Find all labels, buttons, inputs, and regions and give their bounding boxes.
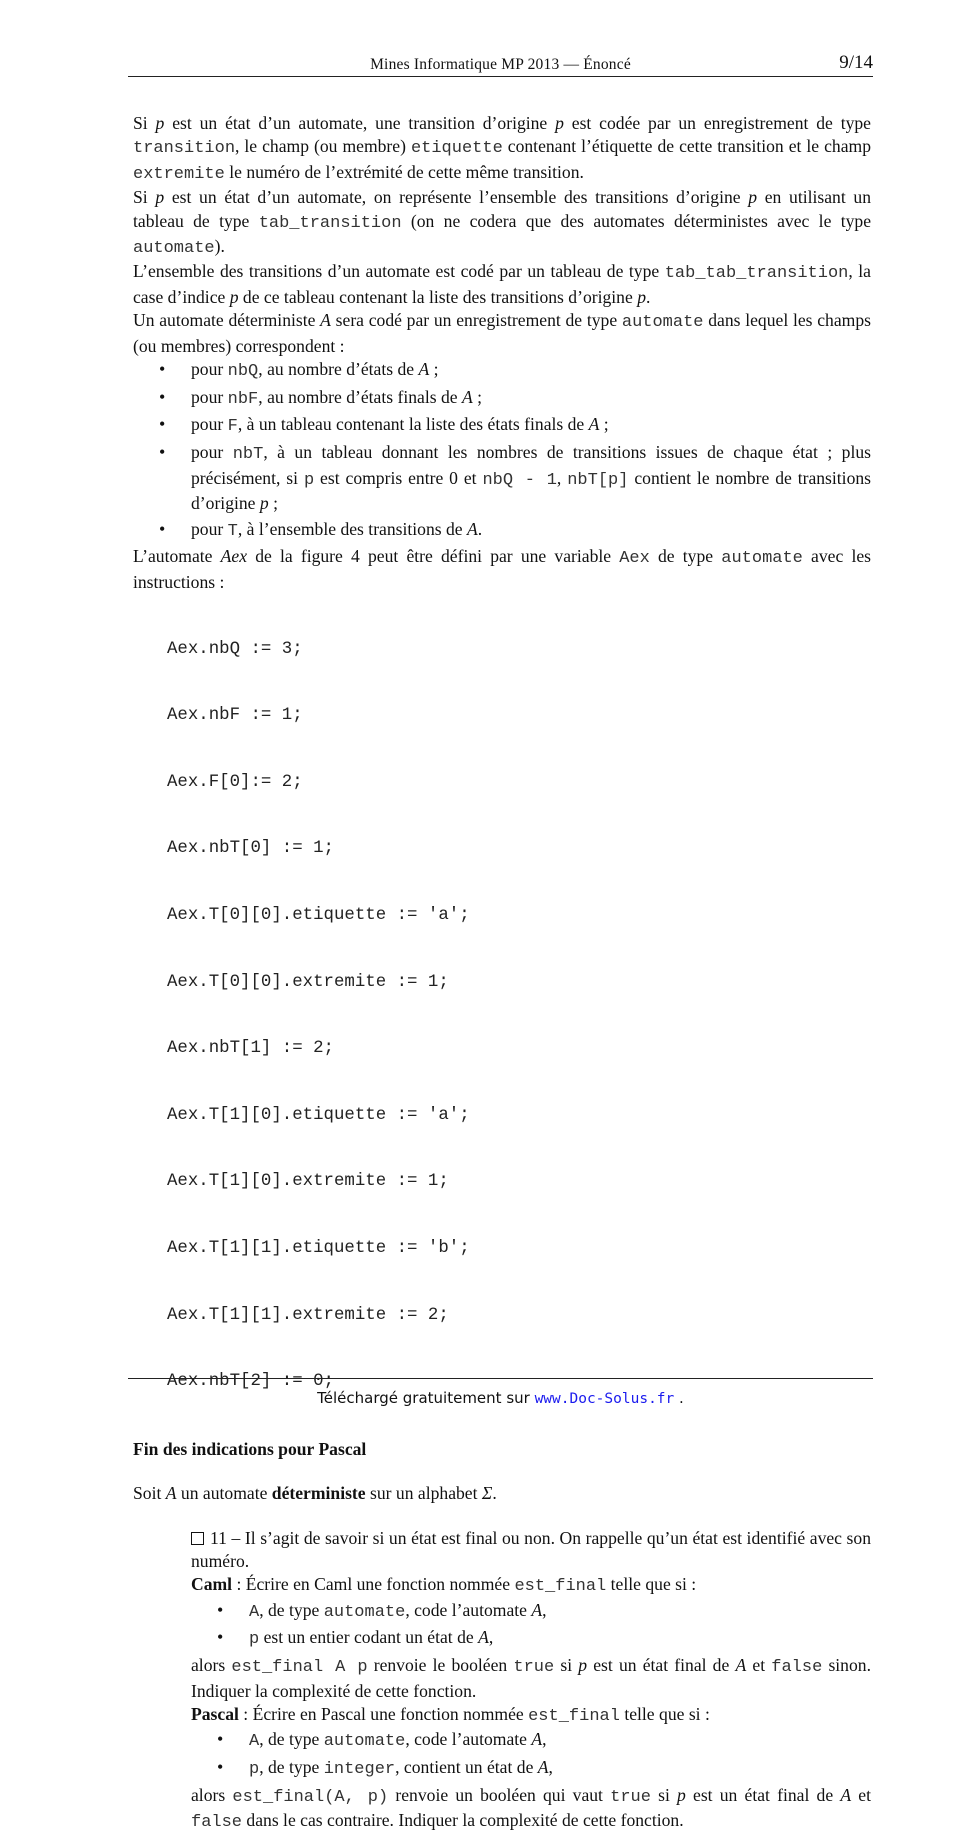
math-var: p — [677, 1784, 686, 1805]
list-item — [191, 358, 871, 383]
code-line: Aex.nbT[1] := 2; — [167, 1039, 334, 1059]
code-term: automate — [323, 1732, 406, 1752]
code-term: extremite — [133, 164, 225, 184]
text: et — [851, 1784, 871, 1805]
text: si — [554, 1655, 579, 1676]
math-var: A — [735, 1655, 747, 1676]
text: , à un tableau donnant les nombres de transitions issues de chaque état ; plus précisément, si — [191, 442, 871, 488]
text: . — [645, 286, 651, 307]
text: renvoie le booléen — [367, 1655, 514, 1676]
text: , de type — [259, 1729, 324, 1750]
list-item — [191, 441, 871, 515]
text: , au nombre d’états de — [258, 359, 419, 380]
text: , code l’automate — [405, 1729, 532, 1750]
math-var: p — [229, 286, 239, 307]
text: de la figure 4 peut être défini par une variable — [247, 546, 620, 567]
text: Soit — [133, 1483, 166, 1504]
math-var: p — [155, 113, 165, 133]
text: , à un tableau contenant la liste des états finals de — [237, 414, 589, 435]
text: contient le nombre de transitions d’origine — [191, 467, 872, 513]
code-term: A — [249, 1602, 260, 1622]
text: de type — [649, 546, 722, 567]
math-var: A — [531, 1729, 543, 1750]
page-body — [133, 112, 871, 1835]
code-term: est_final — [528, 1706, 620, 1726]
caml-instruction — [191, 1573, 871, 1598]
code-term: automate — [323, 1602, 406, 1622]
code-term: automate — [721, 549, 803, 569]
code-term: p — [249, 1760, 260, 1780]
text: , de type — [259, 1757, 324, 1778]
text: pour — [191, 518, 228, 539]
text: un automate — [176, 1483, 272, 1504]
text: , — [556, 467, 568, 488]
text: , la case d’indice — [133, 261, 871, 307]
text: pour — [191, 386, 228, 407]
code-term: est_final(A, p) — [232, 1787, 389, 1807]
text: dans le cas contraire. Indiquer la complexité de cette fonction. — [242, 1810, 684, 1831]
text: telle que si : — [606, 1574, 697, 1595]
code-term: F — [227, 417, 238, 437]
bold-term: déterministe — [271, 1483, 366, 1504]
list-item — [249, 1728, 871, 1753]
pascal-instruction — [191, 1703, 871, 1728]
math-var: Σ — [481, 1483, 493, 1504]
text: , — [542, 1729, 547, 1750]
caml-result — [191, 1654, 871, 1703]
text: . — [477, 518, 483, 539]
text: . — [674, 1389, 684, 1407]
math-var: p — [155, 187, 165, 208]
math-var: p — [637, 286, 646, 307]
text: le numéro de l’extrémité de cette même transition. — [224, 161, 584, 182]
text: ). — [214, 236, 225, 257]
list-item — [249, 1626, 871, 1651]
text: en utilisant un tableau de type — [133, 187, 871, 231]
list-item — [249, 1756, 871, 1781]
paragraph-tab-tab-transition — [133, 260, 871, 309]
text: de ce tableau contenant la liste des transitions d’origine — [238, 286, 638, 307]
code-term: tab_tab_transition — [664, 264, 849, 284]
math-var: A — [588, 414, 600, 435]
math-var: A — [531, 1599, 543, 1620]
code-line: Aex.T[0][0].etiquette := 'a'; — [167, 905, 470, 925]
text: Un automate déterministe — [133, 310, 321, 331]
math-var: A — [478, 1627, 489, 1648]
text: ; — [472, 386, 483, 407]
code-line: Aex.T[1][0].extremite := 1; — [167, 1172, 449, 1192]
text: : Écrire en Pascal une fonction nommée — [238, 1703, 529, 1724]
paragraph-aex — [133, 545, 871, 594]
text: pour — [191, 414, 228, 435]
code-term: nbQ - 1 — [482, 470, 557, 490]
code-term: nbQ — [227, 362, 259, 382]
code-term: automate — [621, 313, 704, 333]
text: (on ne codera que des automates déterministes avec le type — [401, 210, 871, 231]
code-line: Aex.nbF := 1; — [167, 706, 303, 726]
field-list — [133, 358, 871, 543]
page-number: 9/14 — [839, 52, 873, 73]
code-term: automate — [133, 239, 215, 259]
paragraph-automate — [133, 309, 871, 358]
pascal-params — [191, 1728, 871, 1781]
math-var: Aex — [220, 546, 248, 567]
math-var: A — [462, 386, 473, 407]
code-term: true — [513, 1658, 555, 1678]
text: sinon. Indiquer la complexité de cette fonction. — [191, 1655, 871, 1701]
code-term: transition — [133, 139, 236, 159]
text: est codée par un enregistrement de type — [563, 113, 871, 133]
math-var: A — [467, 518, 478, 539]
list-item — [191, 518, 871, 543]
list-item — [191, 386, 871, 411]
text: Si — [133, 187, 156, 208]
text: Téléchargé gratuitement sur — [317, 1389, 535, 1407]
caml-params — [191, 1599, 871, 1652]
math-var: A — [165, 1483, 177, 1504]
text: , de type — [259, 1599, 324, 1620]
paragraph-tab-transition — [133, 186, 871, 260]
header-title: Mines Informatique MP 2013 — Énoncé — [370, 56, 631, 73]
text: contenant l’étiquette de cette transition et le champ — [502, 136, 871, 157]
text: pour — [191, 359, 228, 380]
text: est un état d’un automate, une transition d’origine — [164, 113, 556, 133]
code-term: est_final A p — [231, 1658, 368, 1678]
text: sur un alphabet — [365, 1483, 482, 1504]
paragraph-soit — [133, 1482, 871, 1505]
paragraph-transition — [133, 112, 871, 186]
text: , — [488, 1627, 494, 1648]
code-term: integer — [323, 1760, 396, 1780]
code-line: Aex.T[1][0].etiquette := 'a'; — [167, 1105, 470, 1125]
code-term: etiquette — [410, 139, 503, 159]
text: et — [746, 1655, 772, 1676]
code-line: Aex.T[0][0].extremite := 1; — [167, 972, 449, 992]
math-var: A — [840, 1784, 852, 1805]
code-line: Aex.T[1][1].etiquette := 'b'; — [167, 1238, 470, 1258]
text: , — [542, 1599, 547, 1620]
code-term: T — [227, 521, 238, 541]
question-intro — [191, 1527, 871, 1574]
text: ; — [268, 492, 278, 513]
text: sera codé par un enregistrement de type — [330, 310, 622, 331]
page-header — [128, 48, 873, 77]
code-term: true — [610, 1787, 651, 1807]
code-term: nbF — [227, 389, 259, 409]
text: , au nombre d’états finals de — [258, 386, 462, 407]
language-label: Caml — [191, 1574, 233, 1595]
code-term: A — [249, 1732, 260, 1752]
list-item — [191, 413, 871, 438]
math-var: p — [578, 1655, 588, 1676]
code-term: Aex — [619, 549, 650, 569]
text: alors — [191, 1655, 232, 1676]
text: ; — [599, 414, 609, 435]
text: est un état d’un automate, on représente l’ensemble des transitions d’origine — [164, 187, 749, 208]
math-var: A — [320, 310, 331, 331]
checkbox-square-icon — [191, 1532, 204, 1545]
footer-text — [128, 1389, 873, 1407]
text: L’automate — [133, 546, 221, 567]
pascal-result — [191, 1784, 871, 1835]
text: . — [492, 1483, 497, 1504]
math-var: A — [418, 359, 430, 380]
math-var: A — [537, 1757, 549, 1778]
text: 11 – Il s’agit de savoir si un état est final ou non. On rappelle qu’un état est identifié avec son numéro. — [191, 1527, 871, 1571]
code-line: Aex.T[1][1].extremite := 2; — [167, 1305, 449, 1325]
code-line: Aex.nbT[0] := 1; — [167, 839, 334, 859]
text: , à l’ensemble des transitions de — [237, 518, 468, 539]
text: avec les instructions : — [133, 546, 871, 592]
math-var: p — [555, 113, 564, 133]
text: , contient un état de — [395, 1757, 538, 1778]
text: est un état final de — [587, 1655, 736, 1676]
text: ; — [429, 359, 439, 380]
text: est un entier codant un état de — [259, 1627, 479, 1648]
text: pour — [191, 442, 233, 463]
text: dans lequel les champs (ou membres) correspondent : — [133, 310, 871, 356]
text: , code l’automate — [405, 1599, 532, 1620]
text: renvoie un booléen qui vaut — [388, 1784, 611, 1805]
code-line: Aex.F[0]:= 2; — [167, 772, 303, 792]
code-term: tab_transition — [258, 213, 402, 233]
list-item — [249, 1599, 871, 1624]
code-block — [167, 594, 871, 1438]
math-var: p — [259, 492, 269, 513]
text: Si — [133, 113, 156, 133]
text: est compris entre 0 et — [314, 467, 483, 488]
code-line: Aex.nbT[2] := 0; — [167, 1372, 334, 1392]
code-term: false — [191, 1813, 243, 1833]
code-term: nbT[p] — [567, 470, 629, 490]
code-term: false — [771, 1658, 823, 1678]
section-end-heading: Fin des indications pour Pascal — [133, 1438, 367, 1459]
code-term: p — [249, 1630, 260, 1650]
footer-link[interactable]: www.Doc-Solus.fr — [534, 1391, 675, 1407]
text: L’ensemble des transitions d’un automate est codé par un tableau de type — [133, 261, 665, 282]
code-term: nbT — [232, 445, 264, 465]
text: : Écrire en Caml une fonction nommée — [232, 1574, 515, 1595]
text: alors — [191, 1784, 233, 1805]
code-line: Aex.nbQ := 3; — [167, 639, 303, 659]
question-11 — [191, 1527, 871, 1835]
code-term: est_final — [514, 1577, 607, 1597]
text: telle que si : — [619, 1703, 710, 1724]
text: , le champ (ou membre) — [235, 136, 411, 157]
text: est un état final de — [685, 1784, 841, 1805]
text: , — [548, 1757, 553, 1778]
text: si — [650, 1784, 678, 1805]
math-var: p — [748, 187, 758, 208]
code-term: p — [303, 470, 315, 490]
language-label: Pascal — [191, 1703, 239, 1724]
